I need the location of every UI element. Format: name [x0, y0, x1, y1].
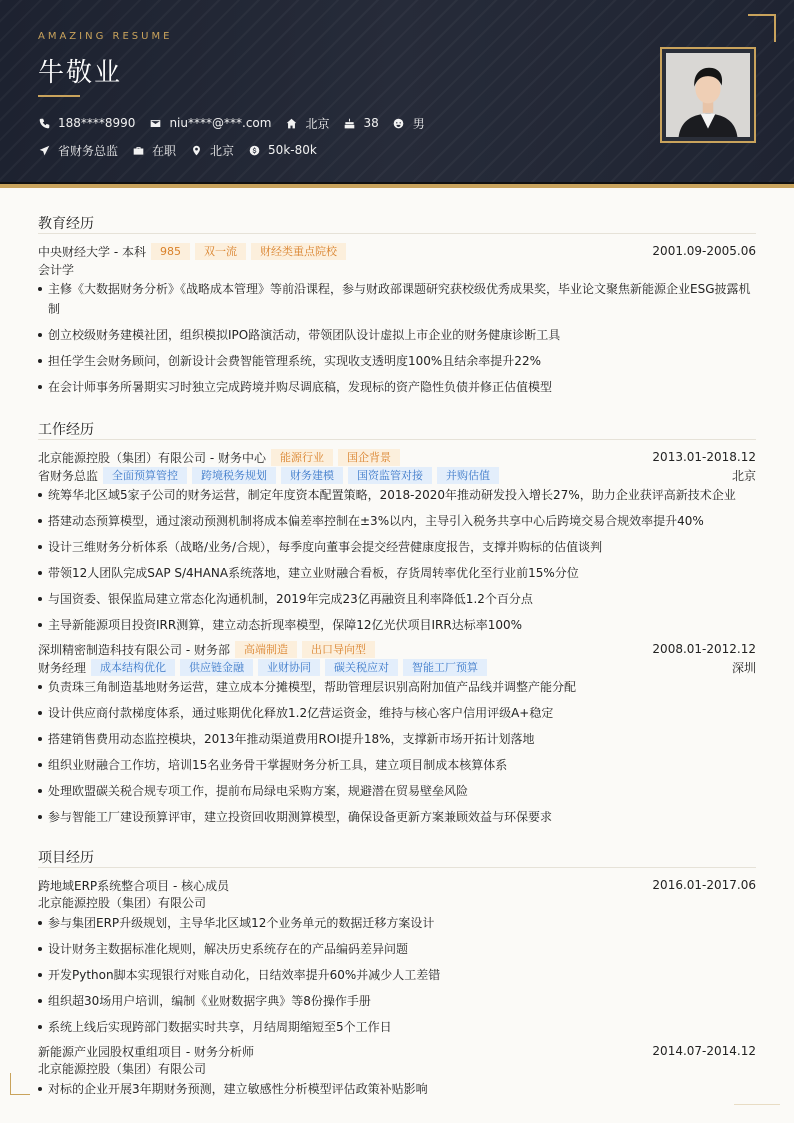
name-underline — [38, 95, 80, 97]
school-tag: 985 — [151, 243, 190, 260]
list-item: 组织业财融合工作坊，培训15名业务骨干掌握财务分析工具，建立项目制成本核算体系 — [38, 755, 756, 775]
project-org: 北京能源控股（集团）有限公司 — [38, 896, 207, 910]
job-header — [38, 640, 756, 658]
profile-photo-frame — [660, 47, 756, 143]
intent-salary: 50k-80k — [248, 142, 317, 158]
list-item: 组织超30场用户培训，编制《业财数据字典》等8份操作手册 — [38, 991, 756, 1011]
list-item: 统筹华北区域5家子公司的财务运营，制定年度资本配置策略，2018-2020年推动研发投入增长27%，助力企业获评高新技术企业 — [38, 485, 756, 505]
job-bullets — [38, 485, 756, 641]
list-item: 主修《大数据财务分析》《战略成本管理》等前沿课程，参与财政部课题研究获校级优秀成果奖，毕业论文聚焦新能源企业ESG披露机制 — [38, 279, 756, 319]
skill-tag: 供应链金融 — [180, 659, 253, 676]
company-name: 深圳精密制造科技有限公司 - 财务部 — [38, 642, 230, 657]
home-icon — [285, 117, 297, 129]
major: 会计学 — [38, 263, 75, 277]
job-date: 2013.01-2018.12 — [652, 450, 756, 464]
briefcase-icon — [132, 144, 144, 156]
skill-tag: 智能工厂预算 — [403, 659, 487, 676]
send-icon — [38, 144, 50, 156]
skill-tag: 财务建模 — [281, 467, 343, 484]
skill-tag: 并购估值 — [437, 467, 499, 484]
contact-email: niu****@***.com — [149, 115, 271, 131]
school-tag: 双一流 — [195, 243, 246, 260]
list-item: 设计财务主数据标准化规则，解决历史系统存在的产品编码差异问题 — [38, 939, 756, 959]
brand-label: AMAZING RESUME — [38, 31, 173, 42]
list-item: 与国资委、银保监局建立常态化沟通机制，2019年完成23亿再融资且利率降低1.2个百分点 — [38, 589, 756, 609]
list-item: 设计三维财务分析体系（战略/业务/合规），每季度向董事会提交经营健康度报告，支撑并购标的估值谈判 — [38, 537, 756, 557]
contact-phone: 188****8990 — [38, 115, 135, 131]
section-title-work: 工作经历 — [38, 422, 94, 438]
company-tag: 能源行业 — [271, 449, 333, 466]
contact-city: 北京 — [285, 115, 329, 131]
header-divider-gold — [0, 184, 794, 188]
company-tag: 国企背景 — [338, 449, 400, 466]
list-item: 处理欧盟碳关税合规专项工作，提前布局绿电采购方案，规避潜在贸易壁垒风险 — [38, 781, 756, 801]
mail-icon — [149, 117, 161, 129]
job-date: 2008.01-2012.12 — [652, 642, 756, 656]
cake-icon — [343, 117, 355, 129]
job-bullets — [38, 677, 756, 833]
education-date: 2001.09-2005.06 — [652, 244, 756, 258]
skill-tag: 碳关税应对 — [325, 659, 398, 676]
intent-row — [38, 142, 331, 158]
project-org: 北京能源控股（集团）有限公司 — [38, 1062, 207, 1076]
section-rule — [38, 233, 756, 234]
contact-gender: 男 — [393, 115, 425, 131]
footer-ornament-line — [734, 1104, 780, 1105]
job-role: 财务经理 — [38, 660, 87, 675]
project-name: 新能源产业园股权重组项目 - 财务分析师 — [38, 1044, 254, 1059]
skill-tag: 业财协同 — [258, 659, 320, 676]
list-item: 带领12人团队完成SAP S/4HANA系统落地，建立业财融合看板，存货周转率优化至行业前15%分位 — [38, 563, 756, 583]
job-city: 深圳 — [731, 660, 756, 675]
skill-tag: 成本结构优化 — [91, 659, 175, 676]
money-icon — [248, 144, 260, 156]
list-item: 在会计师事务所暑期实习时独立完成跨境并购尽调底稿，发现标的资产隐性负债并修正估值模型 — [38, 377, 756, 397]
contact-row — [38, 115, 439, 131]
phone-icon — [38, 117, 50, 129]
candidate-name: 牛敬业 — [38, 58, 123, 88]
company-name: 北京能源控股（集团）有限公司 - 财务中心 — [38, 450, 266, 465]
list-item: 搭建销售费用动态监控模块，2013年推动渠道费用ROI提升18%，支撑新市场开拓计划落地 — [38, 729, 756, 749]
company-tag: 高端制造 — [235, 641, 297, 658]
list-item: 搭建动态预算模型，通过滚动预测机制将成本偏差率控制在±3%以内，主导引入税务共享中心后跨境交易合规效率提升40% — [38, 511, 756, 531]
school-name: 中央财经大学 - 本科 — [38, 244, 146, 259]
intent-position: 省财务总监 — [38, 142, 118, 158]
project-header — [38, 876, 756, 894]
project-bullets — [38, 913, 756, 1043]
education-header — [38, 242, 756, 260]
list-item: 主导新能源项目投资IRR测算，建立动态折现率模型，保障12亿光伏项目IRR达标率100% — [38, 615, 756, 635]
project-name: 跨地域ERP系统整合项目 - 核心成员 — [38, 878, 230, 893]
project-date: 2016.01-2017.06 — [652, 878, 756, 892]
skill-tag: 跨境税务规划 — [192, 467, 276, 484]
contact-age: 38 — [343, 115, 378, 131]
gender-icon — [393, 117, 405, 129]
list-item: 负责珠三角制造基地财务运营，建立成本分摊模型，帮助管理层识别高附加值产品线并调整产能分配 — [38, 677, 756, 697]
project-date: 2014.07-2014.12 — [652, 1044, 756, 1058]
skill-tag: 国资监管对接 — [348, 467, 432, 484]
company-tag: 出口导向型 — [302, 641, 375, 658]
skill-tag: 全面预算管控 — [103, 467, 187, 484]
list-item: 对标的企业开展3年期财务预测，建立敏感性分析模型评估政策补贴影响 — [38, 1079, 756, 1099]
section-rule — [38, 439, 756, 440]
location-icon — [190, 144, 202, 156]
list-item: 参与智能工厂建设预算评审，建立投资回收期测算模型，确保设备更新方案兼顾效益与环保要求 — [38, 807, 756, 827]
intent-city: 北京 — [190, 142, 234, 158]
job-role: 省财务总监 — [38, 468, 99, 483]
section-title-education: 教育经历 — [38, 216, 94, 232]
section-rule — [38, 867, 756, 868]
school-tag: 财经类重点院校 — [251, 243, 346, 260]
list-item: 创立校级财务建模社团，组织模拟IPO路演活动，带领团队设计虚拟上市企业的财务健康诊断工具 — [38, 325, 756, 345]
profile-photo — [666, 53, 750, 137]
project-header — [38, 1042, 756, 1060]
project-bullets — [38, 1079, 756, 1105]
corner-ornament — [748, 14, 776, 42]
corner-ornament — [10, 1073, 30, 1095]
list-item: 担任学生会财务顾问，创新设计会费智能管理系统，实现收支透明度100%且结余率提升22% — [38, 351, 756, 371]
section-title-projects: 项目经历 — [38, 850, 94, 866]
list-item: 系统上线后实现跨部门数据实时共享，月结周期缩短至5个工作日 — [38, 1017, 756, 1037]
resume-header — [0, 0, 794, 184]
list-item: 开发Python脚本实现银行对账自动化，日结效率提升60%并减少人工差错 — [38, 965, 756, 985]
job-header — [38, 448, 756, 466]
education-bullets — [38, 279, 756, 403]
list-item: 参与集团ERP升级规划，主导华北区域12个业务单元的数据迁移方案设计 — [38, 913, 756, 933]
intent-status: 在职 — [132, 142, 176, 158]
job-role-row — [38, 658, 756, 676]
list-item: 设计供应商付款梯度体系，通过账期优化释放1.2亿营运资金，维持与核心客户信用评级A+稳定 — [38, 703, 756, 723]
job-role-row — [38, 466, 756, 484]
job-city: 北京 — [731, 468, 756, 483]
